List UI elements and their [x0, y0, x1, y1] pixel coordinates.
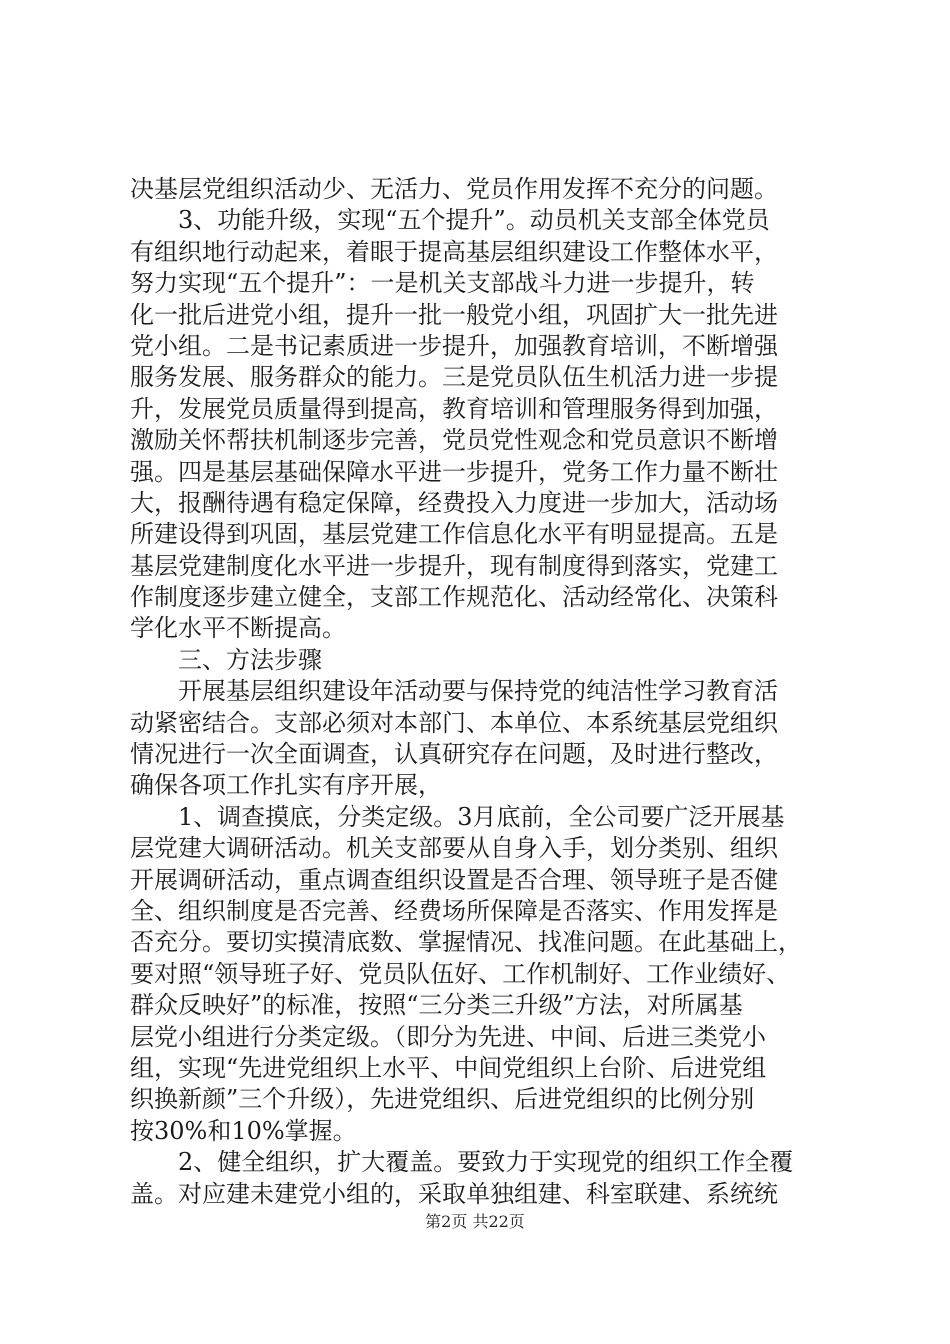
- text-line: 1、调查摸底，分类定级。3月底前，全公司要广泛开展基: [130, 802, 785, 831]
- text-line: 2、健全组织，扩大覆盖。要致力于实现党的组织工作全覆: [130, 1148, 794, 1177]
- text-line: 情况进行一次全面调查，认真研究存在问题，及时进行整改，: [130, 740, 778, 769]
- text-line: 努力实现“五个提升”：一是机关支部战斗力进一步提升，转: [130, 269, 755, 298]
- text-line: 激励关怀帮扶机制逐步完善，党员党性观念和党员意识不断增: [130, 426, 778, 455]
- text-line: 大，报酬待遇有稳定保障，经费投入力度进一步加大，活动场: [130, 488, 778, 517]
- text-line: 基层党建制度化水平进一步提升，现有制度得到落实，党建工: [130, 551, 778, 580]
- text-line: 动紧密结合。支部必须对本部门、本单位、本系统基层党组织: [130, 708, 778, 737]
- text-line: 开展基层组织建设年活动要与保持党的纯洁性学习教育活: [130, 677, 778, 706]
- page-number-footer: 第2页 共22页: [425, 1212, 525, 1231]
- text-line: 群众反映好”的标准，按照“三分类三升级”方法，对所属基: [130, 991, 743, 1020]
- text-line: 作制度逐步建立健全，支部工作规范化、活动经常化、决策科: [130, 583, 778, 612]
- text-line: 学化水平不断提高。: [130, 614, 346, 643]
- text-line: 服务发展、服务群众的能力。三是党员队伍生机活力进一步提: [130, 363, 778, 392]
- text-line: 强。四是基层基础保障水平进一步提升，党务工作力量不断壮: [130, 457, 778, 486]
- text-line: 层党小组进行分类定级。（即分为先进、中间、后进三类党小: [130, 1022, 766, 1051]
- text-line: 全、组织制度是否完善、经费场所保障是否落实、作用发挥是: [130, 896, 778, 925]
- section-heading: 三、方法步骤: [130, 645, 322, 674]
- text-line: 织换新颜”三个升级），先进党组织、后进党组织的比例分别: [130, 1085, 755, 1114]
- text-line: 按30%和10%掌握。: [130, 1116, 357, 1145]
- text-line: 确保各项工作扎实有序开展，: [130, 771, 442, 800]
- text-line: 升，发展党员质量得到提高，教育培训和管理服务得到加强，: [130, 394, 778, 423]
- text-line: 开展调研活动，重点调查组织设置是否合理、领导班子是否健: [130, 865, 778, 894]
- text-line: 盖。对应建未建党小组的，采取单独组建、科室联建、系统统: [130, 1179, 778, 1208]
- text-line: 党小组。二是书记素质进一步提升，加强教育培训，不断增强: [130, 331, 778, 360]
- text-line: 化一批后进党小组，提升一批一般党小组，巩固扩大一批先进: [130, 300, 778, 329]
- document-body: [130, 174, 830, 1210]
- text-line: 要对照“领导班子好、党员队伍好、工作机制好、工作业绩好、: [130, 959, 791, 988]
- text-line: 所建设得到巩固，基层党建工作信息化水平有明显提高。五是: [130, 520, 778, 549]
- text-line: 有组织地行动起来，着眼于提高基层组织建设工作整体水平，: [130, 237, 778, 266]
- text-line: 3、功能升级，实现“五个提升”。动员机关支部全体党员: [130, 206, 770, 235]
- text-line: 组，实现“先进党组织上水平、中间党组织上台阶、后进党组: [130, 1053, 767, 1082]
- text-line: 决基层党组织活动少、无活力、党员作用发挥不充分的问题。: [130, 175, 778, 203]
- text-line: 否充分。要切实摸清底数、掌握情况、找准问题。在此基础上，: [130, 928, 802, 957]
- text-line: 层党建大调研活动。机关支部要从自身入手，划分类别、组织: [130, 834, 778, 863]
